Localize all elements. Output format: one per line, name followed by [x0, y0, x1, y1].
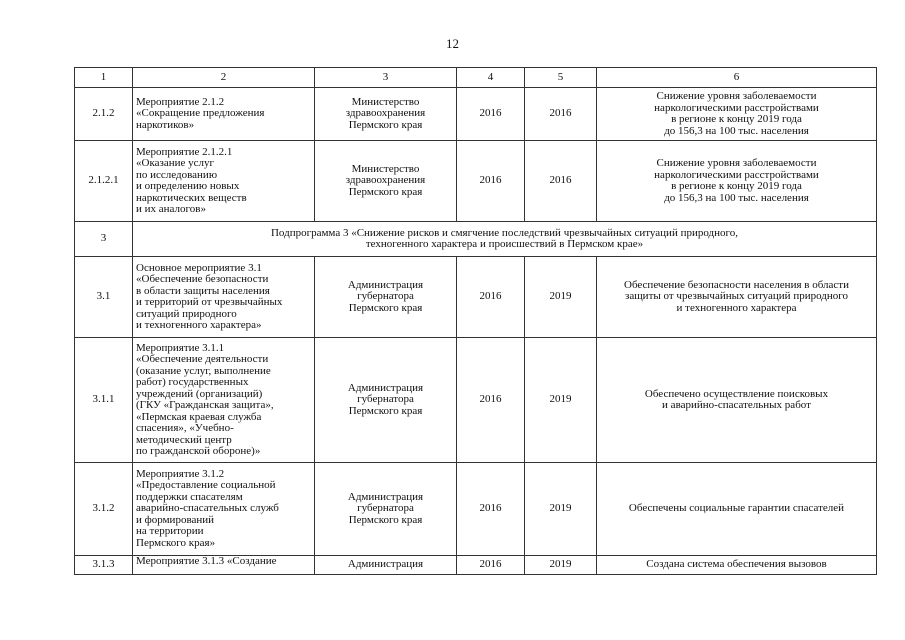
- column-header: 2: [133, 68, 315, 88]
- column-header: 3: [315, 68, 457, 88]
- start-year: 2016: [457, 141, 525, 222]
- end-year: 2019: [525, 338, 597, 463]
- row-number: 3.1: [75, 257, 133, 338]
- row-number: 3.1.1: [75, 338, 133, 463]
- expected-result: Обеспечено осуществление поисковых и аварийно-спасательных работ: [597, 338, 877, 463]
- row-number: 2.1.2.1: [75, 141, 133, 222]
- executor: Администрация губернатора Пермского края: [315, 463, 457, 556]
- activity-name: Основное мероприятие 3.1 «Обеспечение безопасности в области защиты населения и территорий от чрезвычайных ситуаций природного и техногенного характера»: [133, 257, 315, 338]
- start-year: 2016: [457, 88, 525, 141]
- page-number: 12: [446, 36, 459, 51]
- end-year: 2016: [525, 141, 597, 222]
- executor: Администрация губернатора Пермского края: [315, 257, 457, 338]
- column-header: 5: [525, 68, 597, 88]
- row-number: 3: [75, 222, 133, 257]
- activity-name: Мероприятие 3.1.2 «Предоставление социальной поддержки спасателям аварийно-спасательных служб и формирований на территории Пермского края»: [133, 463, 315, 556]
- expected-result: Обеспечение безопасности населения в области защиты от чрезвычайных ситуаций природного и техногенного характера: [597, 257, 877, 338]
- executor: Администрация губернатора Пермского края: [315, 338, 457, 463]
- table-row: [75, 556, 877, 575]
- table-header-row: [75, 68, 877, 88]
- executor: Министерство здравоохранения Пермского края: [315, 88, 457, 141]
- table-row: [75, 257, 877, 338]
- end-year: 2016: [525, 88, 597, 141]
- row-number: 3.1.2: [75, 463, 133, 556]
- end-year: 2019: [525, 463, 597, 556]
- activity-name: Мероприятие 3.1.1 «Обеспечение деятельности (оказание услуг, выполнение работ) государственных учреждений (организаций) (ГКУ «Гражданская защита», «Пермская краевая служба спасения», «Учебно- методический центр по гражданской обороне)»: [133, 338, 315, 463]
- end-year: 2019: [525, 257, 597, 338]
- table-row: [75, 338, 877, 463]
- activity-name: Мероприятие 2.1.2 «Сокращение предложения наркотиков»: [133, 88, 315, 141]
- table-row: [75, 88, 877, 141]
- table-row: [75, 141, 877, 222]
- column-header: 1: [75, 68, 133, 88]
- start-year: 2016: [457, 463, 525, 556]
- row-number: 3.1.3: [75, 556, 133, 575]
- start-year: 2016: [457, 257, 525, 338]
- program-plan-table: [74, 67, 877, 575]
- subprogram-row: [75, 222, 877, 257]
- expected-result: Снижение уровня заболеваемости наркологическими расстройствами в регионе к концу 2019 года до 156,3 на 100 тыс. населения: [597, 88, 877, 141]
- table-row: [75, 463, 877, 556]
- start-year: 2016: [457, 338, 525, 463]
- end-year: 2019: [525, 556, 597, 575]
- executor: Администрация: [315, 556, 457, 575]
- column-header: 4: [457, 68, 525, 88]
- expected-result: Создана система обеспечения вызовов: [597, 556, 877, 575]
- row-number: 2.1.2: [75, 88, 133, 141]
- activity-name: Мероприятие 3.1.3 «Создание: [133, 556, 315, 575]
- executor: Министерство здравоохранения Пермского края: [315, 141, 457, 222]
- subprogram-title: Подпрограмма 3 «Снижение рисков и смягчение последствий чрезвычайных ситуаций природного, техногенного характера и происшествий в Пермском крае»: [133, 222, 877, 257]
- expected-result: Обеспечены социальные гарантии спасателей: [597, 463, 877, 556]
- start-year: 2016: [457, 556, 525, 575]
- expected-result: Снижение уровня заболеваемости наркологическими расстройствами в регионе к концу 2019 года до 156,3 на 100 тыс. населения: [597, 141, 877, 222]
- column-header: 6: [597, 68, 877, 88]
- activity-name: Мероприятие 2.1.2.1 «Оказание услуг по исследованию и определению новых наркотических веществ и их аналогов»: [133, 141, 315, 222]
